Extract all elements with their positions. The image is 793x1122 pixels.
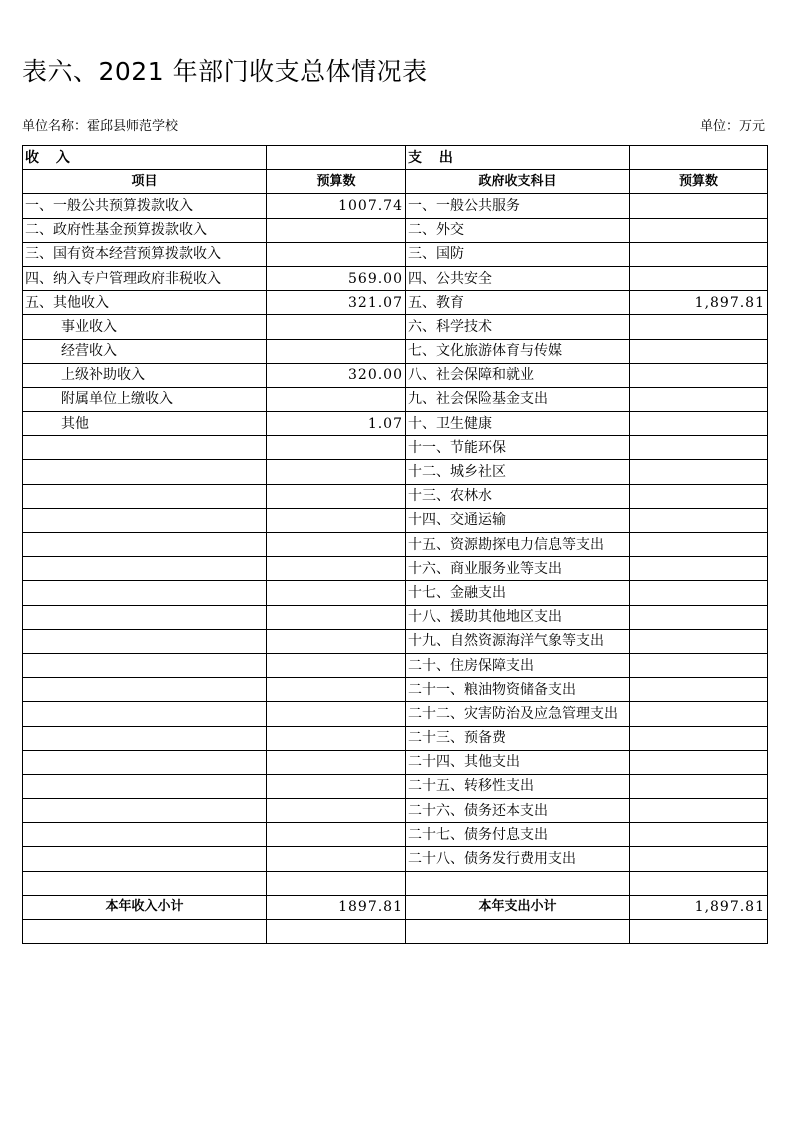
income-item-cell	[23, 605, 267, 629]
table-row	[23, 871, 768, 895]
income-item-cell	[23, 557, 267, 581]
expense-amount-cell	[630, 460, 768, 484]
income-amount-cell	[267, 702, 406, 726]
expense-amount-cell	[630, 339, 768, 363]
section-row	[23, 146, 768, 170]
income-item-cell: 事业收入	[23, 315, 267, 339]
table-row	[23, 436, 768, 460]
income-item-cell	[23, 653, 267, 677]
table-row	[23, 774, 768, 798]
expense-amount-cell	[630, 363, 768, 387]
table-row	[23, 702, 768, 726]
expense-item-cell: 七、文化旅游体育与传媒	[406, 339, 630, 363]
col-header-budget: 预算数	[267, 170, 406, 194]
income-item-cell	[23, 799, 267, 823]
income-amount-cell	[267, 653, 406, 677]
income-item-cell	[23, 678, 267, 702]
header-row	[23, 170, 768, 194]
income-item-cell	[23, 484, 267, 508]
page-title: 表六、2021 年部门收支总体情况表	[22, 57, 428, 86]
expense-item-cell: 十八、援助其他地区支出	[406, 605, 630, 629]
income-amount-cell	[267, 508, 406, 532]
expense-amount-cell	[630, 194, 768, 218]
expense-item-cell: 二十二、灾害防治及应急管理支出	[406, 702, 630, 726]
empty-cell	[406, 920, 630, 944]
expense-amount-cell	[630, 799, 768, 823]
table-row	[23, 218, 768, 242]
expense-item-cell: 十三、农林水	[406, 484, 630, 508]
table-row	[23, 557, 768, 581]
col-header-budget2: 预算数	[630, 170, 768, 194]
table-row	[23, 291, 768, 315]
income-amount-cell	[267, 242, 406, 266]
income-item-cell: 二、政府性基金预算拨款收入	[23, 218, 267, 242]
table-row	[23, 484, 768, 508]
col-header-subject: 政府收支科目	[406, 170, 630, 194]
income-amount-cell	[267, 533, 406, 557]
table-row	[23, 194, 768, 218]
income-amount-cell: 1007.74	[267, 194, 406, 218]
expense-section-label: 支 出	[406, 146, 630, 170]
expense-item-cell: 十七、金融支出	[406, 581, 630, 605]
expense-item-cell: 三、国防	[406, 242, 630, 266]
empty-cell	[23, 920, 267, 944]
income-item-cell: 上级补助收入	[23, 363, 267, 387]
table-row	[23, 266, 768, 290]
income-item-cell	[23, 436, 267, 460]
income-amount-cell	[267, 436, 406, 460]
table-row	[23, 823, 768, 847]
expense-item-cell: 十、卫生健康	[406, 412, 630, 436]
table-row	[23, 242, 768, 266]
income-amount-cell	[267, 774, 406, 798]
blank-row	[23, 920, 768, 944]
expense-item-cell: 五、教育	[406, 291, 630, 315]
expense-item-cell: 四、公共安全	[406, 266, 630, 290]
expense-amount-cell	[630, 315, 768, 339]
income-section-label: 收 入	[23, 146, 267, 170]
expense-item-cell: 二十七、债务付息支出	[406, 823, 630, 847]
expense-item-cell: 二十一、粮油物资储备支出	[406, 678, 630, 702]
income-amount-cell	[267, 581, 406, 605]
income-amount-cell	[267, 484, 406, 508]
income-item-cell	[23, 823, 267, 847]
income-amount-cell: 1.07	[267, 412, 406, 436]
empty-cell	[630, 920, 768, 944]
table-row	[23, 726, 768, 750]
income-item-cell: 经营收入	[23, 339, 267, 363]
income-amount-cell	[267, 799, 406, 823]
income-amount-cell: 321.07	[267, 291, 406, 315]
income-amount-cell	[267, 750, 406, 774]
expense-amount-cell	[630, 242, 768, 266]
expense-amount-cell	[630, 702, 768, 726]
expense-amount-cell	[630, 533, 768, 557]
expense-amount-cell	[630, 750, 768, 774]
expense-item-cell: 二十、住房保障支出	[406, 653, 630, 677]
income-item-cell	[23, 702, 267, 726]
income-item-cell	[23, 629, 267, 653]
income-amount-cell	[267, 315, 406, 339]
expense-item-cell: 六、科学技术	[406, 315, 630, 339]
col-header-item: 项目	[23, 170, 267, 194]
expense-amount-cell	[630, 412, 768, 436]
income-item-cell: 五、其他收入	[23, 291, 267, 315]
income-item-cell	[23, 460, 267, 484]
expense-amount-cell	[630, 266, 768, 290]
income-item-cell: 附属单位上缴收入	[23, 387, 267, 411]
expense-amount-cell	[630, 508, 768, 532]
expense-item-cell: 九、社会保险基金支出	[406, 387, 630, 411]
empty-cell	[630, 146, 768, 170]
unit-name: 单位名称：霍邱县师范学校	[22, 119, 179, 134]
income-item-cell	[23, 533, 267, 557]
income-amount-cell: 320.00	[267, 363, 406, 387]
expense-amount-cell	[630, 678, 768, 702]
table-row	[23, 363, 768, 387]
expense-amount-cell	[630, 653, 768, 677]
expense-item-cell	[406, 871, 630, 895]
expense-amount-cell	[630, 484, 768, 508]
income-amount-cell: 569.00	[267, 266, 406, 290]
income-item-cell	[23, 871, 267, 895]
table-row	[23, 750, 768, 774]
table-row	[23, 629, 768, 653]
expense-amount-cell	[630, 605, 768, 629]
expense-item-cell: 二、外交	[406, 218, 630, 242]
expense-total-label: 本年支出小计	[406, 895, 630, 919]
income-amount-cell	[267, 387, 406, 411]
income-total-amount: 1897.81	[267, 895, 406, 919]
expense-total-amount: 1,897.81	[630, 895, 768, 919]
expense-amount-cell: 1,897.81	[630, 291, 768, 315]
table-row	[23, 847, 768, 871]
income-total-label: 本年收入小计	[23, 895, 267, 919]
income-amount-cell	[267, 460, 406, 484]
income-item-cell	[23, 508, 267, 532]
expense-amount-cell	[630, 871, 768, 895]
expense-item-cell: 二十六、债务还本支出	[406, 799, 630, 823]
table-row	[23, 605, 768, 629]
expense-amount-cell	[630, 823, 768, 847]
expense-item-cell: 十一、节能环保	[406, 436, 630, 460]
income-item-cell	[23, 847, 267, 871]
table-row	[23, 508, 768, 532]
income-amount-cell	[267, 847, 406, 871]
table-row	[23, 315, 768, 339]
table-row	[23, 533, 768, 557]
expense-amount-cell	[630, 218, 768, 242]
expense-item-cell: 二十八、债务发行费用支出	[406, 847, 630, 871]
table-row	[23, 653, 768, 677]
expense-amount-cell	[630, 774, 768, 798]
expense-amount-cell	[630, 629, 768, 653]
income-amount-cell	[267, 339, 406, 363]
expense-item-cell: 二十四、其他支出	[406, 750, 630, 774]
income-amount-cell	[267, 678, 406, 702]
expense-item-cell: 十九、自然资源海洋气象等支出	[406, 629, 630, 653]
expense-item-cell: 十二、城乡社区	[406, 460, 630, 484]
expense-item-cell: 十六、商业服务业等支出	[406, 557, 630, 581]
income-item-cell: 三、国有资本经营预算拨款收入	[23, 242, 267, 266]
expense-item-cell: 十五、资源勘探电力信息等支出	[406, 533, 630, 557]
expense-amount-cell	[630, 557, 768, 581]
expense-amount-cell	[630, 726, 768, 750]
expense-item-cell: 一、一般公共服务	[406, 194, 630, 218]
table-row	[23, 339, 768, 363]
expense-amount-cell	[630, 387, 768, 411]
expense-amount-cell	[630, 847, 768, 871]
income-item-cell: 其他	[23, 412, 267, 436]
expense-item-cell: 二十五、转移性支出	[406, 774, 630, 798]
table-row	[23, 581, 768, 605]
empty-cell	[267, 146, 406, 170]
income-amount-cell	[267, 605, 406, 629]
budget-table	[22, 145, 768, 944]
unit-label: 单位：万元	[699, 119, 765, 134]
table-row	[23, 387, 768, 411]
expense-amount-cell	[630, 581, 768, 605]
income-amount-cell	[267, 823, 406, 847]
table-row	[23, 412, 768, 436]
table-row	[23, 678, 768, 702]
table-row	[23, 799, 768, 823]
income-amount-cell	[267, 629, 406, 653]
income-item-cell	[23, 581, 267, 605]
income-amount-cell	[267, 726, 406, 750]
income-amount-cell	[267, 557, 406, 581]
table-row	[23, 460, 768, 484]
expense-item-cell: 二十三、预备费	[406, 726, 630, 750]
income-item-cell	[23, 774, 267, 798]
totals-row	[23, 895, 768, 919]
income-item-cell	[23, 750, 267, 774]
empty-cell	[267, 920, 406, 944]
income-item-cell: 四、纳入专户管理政府非税收入	[23, 266, 267, 290]
income-item-cell: 一、一般公共预算拨款收入	[23, 194, 267, 218]
expense-item-cell: 十四、交通运输	[406, 508, 630, 532]
income-amount-cell	[267, 871, 406, 895]
expense-item-cell: 八、社会保障和就业	[406, 363, 630, 387]
income-amount-cell	[267, 218, 406, 242]
income-item-cell	[23, 726, 267, 750]
expense-amount-cell	[630, 436, 768, 460]
